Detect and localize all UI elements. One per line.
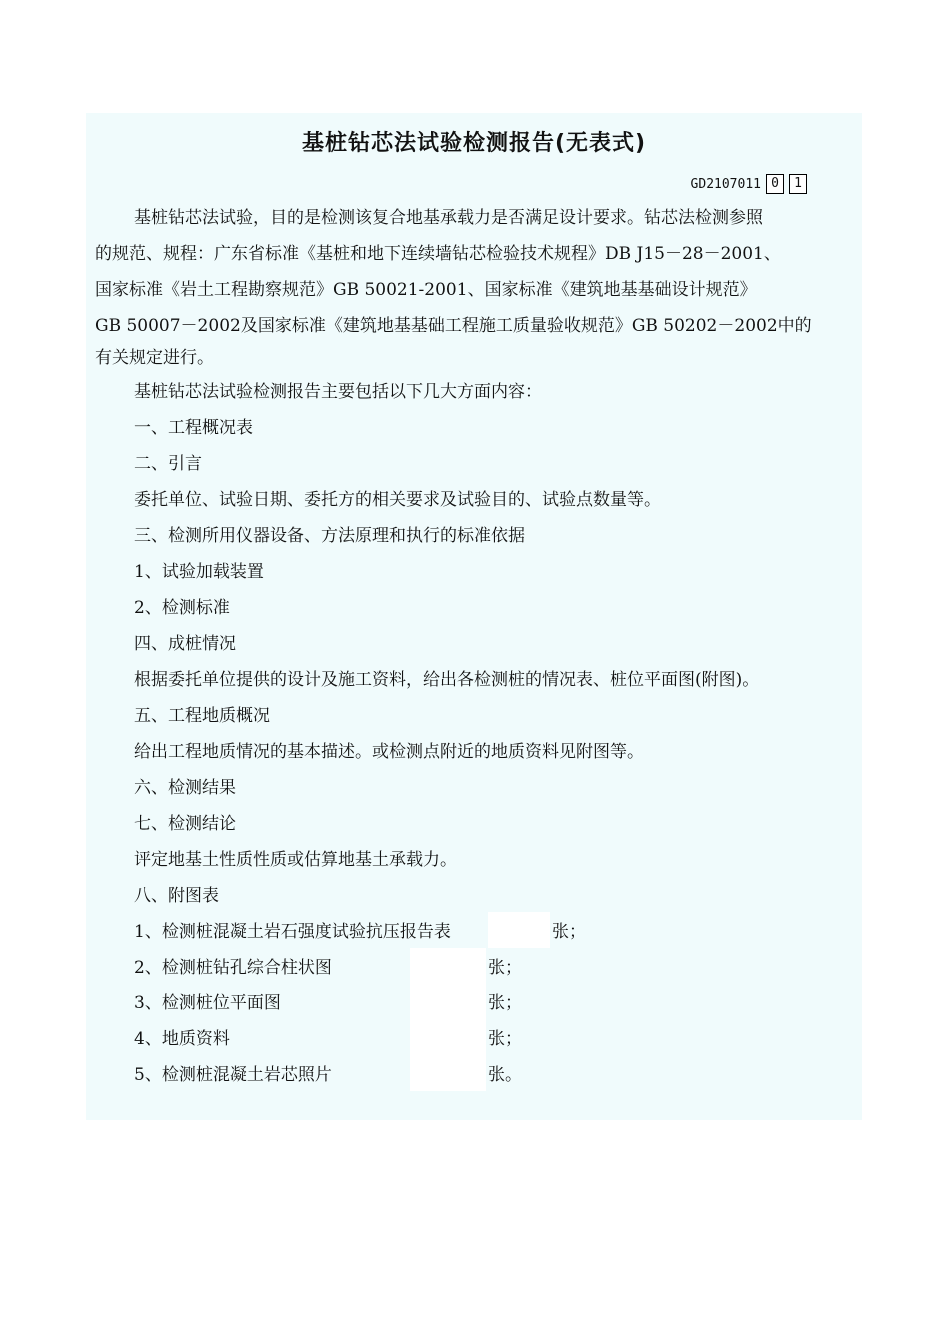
section-7-description: 评定地基土性质性质或估算地基土承载力。	[134, 850, 457, 870]
intro-line-5: 有关规定进行。	[95, 348, 214, 368]
code-prefix: GD2107011	[690, 176, 761, 192]
section-7-heading: 七、检测结论	[134, 814, 236, 834]
summary-text: 基桩钻芯法试验检测报告主要包括以下几大方面内容：	[134, 382, 542, 402]
attachment-1-blank	[488, 912, 550, 948]
section-1-heading: 一、工程概况表	[134, 418, 253, 438]
attachment-2-unit: 张；	[488, 958, 522, 978]
section-3-item-2: 2、检测标准	[134, 598, 230, 618]
document-title: 基桩钻芯法试验检测报告(无表式)	[301, 131, 647, 156]
attachment-5-label: 5、检测桩混凝土岩芯照片	[134, 1065, 332, 1085]
section-6-heading: 六、检测结果	[134, 778, 236, 798]
section-3-heading: 三、检测所用仪器设备、方法原理和执行的标准依据	[134, 526, 525, 546]
section-5-description: 给出工程地质情况的基本描述。或检测点附近的地质资料见附图等。	[134, 742, 644, 762]
section-2-description: 委托单位、试验日期、委托方的相关要求及试验目的、试验点数量等。	[134, 490, 661, 510]
attachment-3-unit: 张；	[488, 993, 522, 1013]
intro-line-1: 基桩钻芯法试验，目的是检测该复合地基承载力是否满足设计要求。钻芯法检测参照	[134, 208, 763, 228]
document-code	[691, 173, 807, 195]
section-4-description: 根据委托单位提供的设计及施工资料，给出各检测桩的情况表、桩位平面图(附图)。	[134, 670, 760, 690]
intro-line-3: 国家标准《岩土工程勘察规范》GB 50021-2001、国家标准《建筑地基基础设计规范》	[95, 280, 757, 300]
code-box-2: 1	[789, 174, 807, 194]
attachment-3-label: 3、检测桩位平面图	[134, 993, 281, 1013]
attachment-5-unit: 张。	[488, 1065, 522, 1085]
attachment-1-unit: 张；	[552, 922, 586, 942]
intro-line-2: 的规范、规程：广东省标准《基桩和地下连续墙钻芯检验技术规程》DB J15－28－2001、	[95, 244, 781, 264]
attachment-4-label: 4、地质资料	[134, 1029, 230, 1049]
section-2-heading: 二、引言	[134, 454, 202, 474]
attachment-blank-column	[410, 948, 486, 1091]
code-box-1: 0	[766, 174, 784, 194]
attachment-2-label: 2、检测桩钻孔综合柱状图	[134, 958, 332, 978]
attachment-4-unit: 张；	[488, 1029, 522, 1049]
section-5-heading: 五、工程地质概况	[134, 706, 270, 726]
section-8-heading: 八、附图表	[134, 886, 219, 906]
section-3-item-1: 1、试验加载装置	[134, 562, 264, 582]
section-4-heading: 四、成桩情况	[134, 634, 236, 654]
attachment-1-label: 1、检测桩混凝土岩石强度试验抗压报告表	[134, 922, 451, 942]
intro-line-4: GB 50007－2002及国家标准《建筑地基基础工程施工质量验收规范》GB 50202－2002中的	[95, 316, 812, 336]
